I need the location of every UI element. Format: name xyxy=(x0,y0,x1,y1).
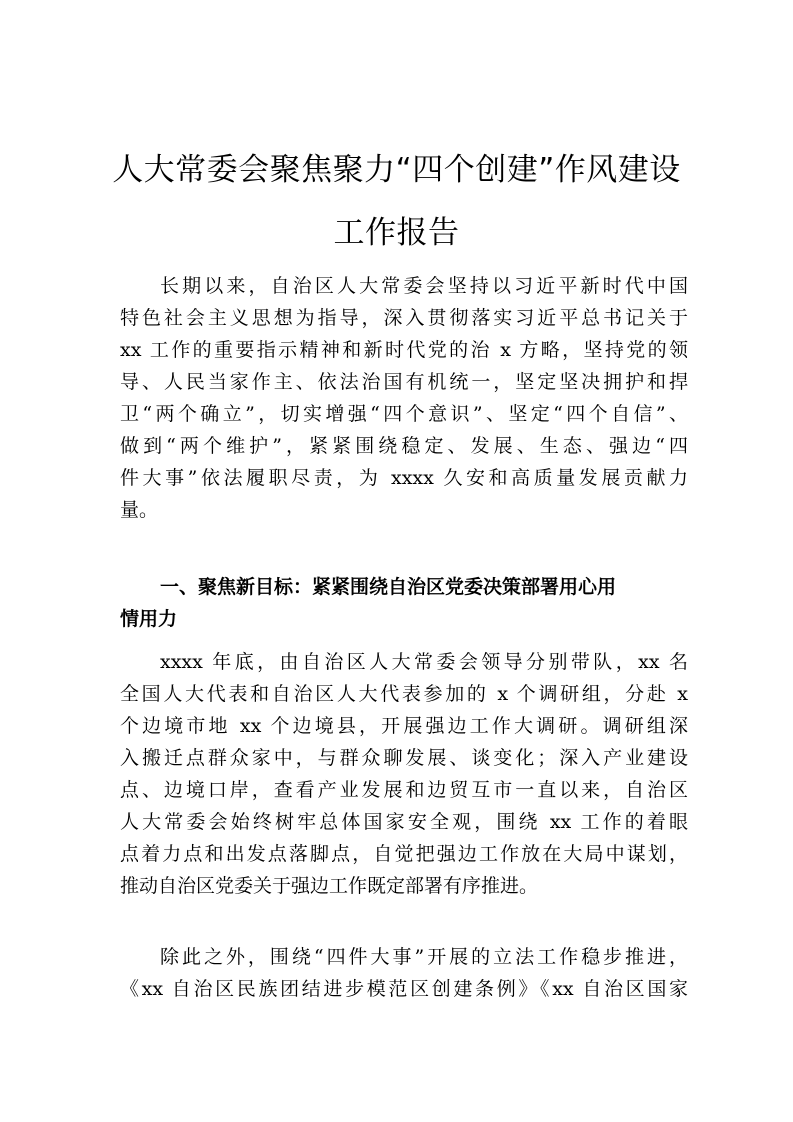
paragraph-research xyxy=(120,646,688,902)
paragraph-line: 特色社会主义思想为指导，深入贯彻落实习近平总书记关于 xyxy=(120,307,688,329)
paragraph-intro xyxy=(120,270,688,526)
paragraph-line: 做到“两个维护”，紧紧围绕稳定、发展、生态、强边“四 xyxy=(120,435,688,457)
paragraph-line: 卫“两个确立”，切实增强“四个意识”、坚定“四个自信”、 xyxy=(120,403,688,425)
document-title-line-2: 工作报告 xyxy=(333,215,460,251)
paragraph-legislation xyxy=(120,941,688,1005)
paragraph-line: 除此之外，围绕“四件大事”开展的立法工作稳步推进， xyxy=(160,946,688,968)
heading-line: 情用力 xyxy=(120,608,178,630)
paragraph-line: 个边境市地 xx 个边境县，开展强边工作大调研。调研组深 xyxy=(120,715,688,737)
paragraph-line: 全国人大代表和自治区人大代表参加的 x 个调研组，分赴 x xyxy=(120,683,688,705)
paragraph-line: 导、人民当家作主、依法治国有机统一，坚定坚决拥护和捍 xyxy=(120,371,688,393)
paragraph-line: 入搬迁点群众家中，与群众聊发展、谈变化；深入产业建设 xyxy=(120,747,688,769)
paragraph-line: 《xx 自治区民族团结进步模范区创建条例》《xx 自治区国家 xyxy=(120,978,688,1000)
paragraph-line: 人大常委会始终树牢总体国家安全观，围绕 xx 工作的着眼 xyxy=(120,811,688,833)
paragraph-line: xxxx 年底，由自治区人大常委会领导分别带队，xx 名 xyxy=(160,651,688,673)
paragraph-line: 点、边境口岸，查看产业发展和边贸互市一直以来，自治区 xyxy=(120,779,688,801)
paragraph-line: 推动自治区党委关于强边工作既定部署有序推进。 xyxy=(120,875,539,897)
document-title-line-1: 人大常委会聚焦聚力“四个创建”作风建设 xyxy=(112,152,681,188)
section-heading-1 xyxy=(120,571,688,635)
paragraph-line: 点着力点和出发点落脚点，自觉把强边工作放在大局中谋划， xyxy=(120,843,688,865)
paragraph-line: 长期以来，自治区人大常委会坚持以习近平新时代中国 xyxy=(160,275,688,297)
paragraph-line: xx 工作的重要指示精神和新时代党的治 x 方略，坚持党的领 xyxy=(120,339,688,361)
paragraph-line: 件大事”依法履职尽责，为 xxxx 久安和高质量发展贡献力 xyxy=(120,467,688,489)
heading-line: 一、聚焦新目标：紧紧围绕自治区党委决策部署用心用 xyxy=(160,576,617,598)
paragraph-line: 量。 xyxy=(120,499,159,521)
